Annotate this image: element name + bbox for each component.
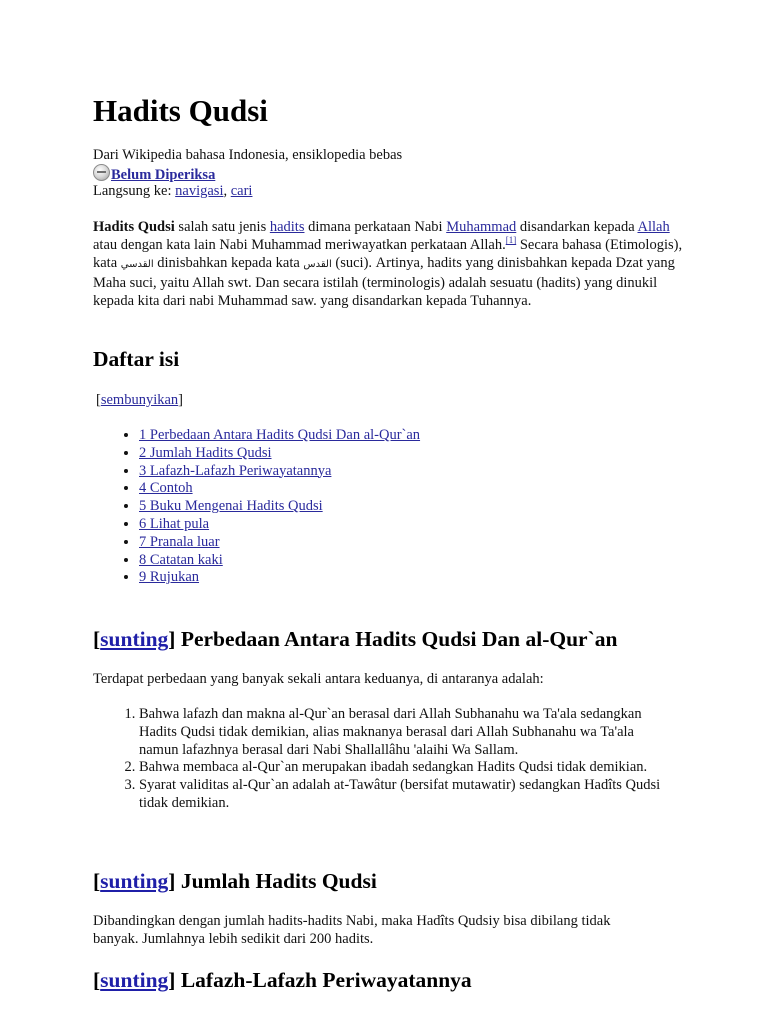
toc-link[interactable]: 1 Perbedaan Antara Hadits Qudsi Dan al-Qur`an <box>139 427 421 443</box>
site-subtitle: Dari Wikipedia bahasa Indonesia, ensiklopedia bebas <box>93 147 403 163</box>
intro-text: dinisbahkan kepada kata <box>153 255 304 271</box>
section-title: Perbedaan Antara Hadits Qudsi Dan al-Qur`an <box>180 627 618 651</box>
jump-prefix: Langsung ke: <box>93 183 176 199</box>
toc-hide-link[interactable]: sembunyikan <box>100 392 179 408</box>
intro-text: (suci). Artinya, hadits yang dinisbahkan kepada Dzat yang Maha suci, yaitu Allah swt. Dan secara istilah (terminologis) adalah sesuatu (hadits) yang dinukil kepada kita dari nabi Muhammad saw. yang disandarkan kepada Tuhannya. <box>93 255 675 309</box>
toc-list <box>93 427 420 587</box>
bracket: [ <box>96 392 101 408</box>
intro-paragraph <box>93 218 683 310</box>
toc-link[interactable]: 7 Pranala luar <box>139 533 220 550</box>
section-text: Terdapat perbedaan yang banyak sekali antara keduanya, di antaranya adalah: <box>93 671 544 687</box>
toc-item <box>139 427 420 445</box>
list-item: 1. Bahwa lafazh dan makna al-Qur`an berasal dari Allah Subhanahu wa Ta'ala sedangkan Hadits Qudsi tidak demikian, alias maknanya berasal dari Allah Subhanahu wa Ta'ala namun lafazhnya berasal dari Nabi Shallallâhu 'alaihi Wa Sallam. <box>139 706 669 759</box>
footnote-link[interactable]: [1] <box>505 235 517 246</box>
toc-item <box>139 463 420 481</box>
toc-item <box>139 552 420 570</box>
edit-section-link[interactable]: sunting <box>100 869 169 893</box>
intro-text: Secara bahasa (Etimologis), kata <box>93 237 683 271</box>
section-title: Lafazh-Lafazh Periwayatannya <box>180 968 472 992</box>
link-muhammad[interactable]: Muhammad <box>446 219 517 235</box>
toc-item <box>139 534 420 552</box>
arabic-word: القدسي <box>120 259 154 270</box>
section-heading: [sunting] Jumlah Hadits Qudsi <box>93 869 377 893</box>
section-title: Jumlah Hadits Qudsi <box>180 869 377 893</box>
toc-link[interactable]: 9 Rujukan <box>139 569 200 586</box>
bracket: ] <box>178 392 184 408</box>
list-item: 3. Syarat validitas al-Qur`an adalah at-Tawâtur (bersifat mutawatir) sedangkan Hadîts Qudsi tidak demikian. <box>139 777 669 813</box>
toc-link[interactable]: 5 Buku Mengenai Hadits Qudsi <box>139 498 323 515</box>
toc-title: Daftar isi <box>93 347 180 371</box>
toc-link[interactable]: 8 Catatan kaki <box>139 551 223 568</box>
jump-separator: , <box>223 183 231 199</box>
arabic-word: القدس <box>303 259 332 270</box>
toc-item <box>139 569 420 587</box>
review-status-link[interactable]: Belum Diperiksa <box>111 167 216 183</box>
toc-item <box>139 498 420 516</box>
toc-toggle <box>96 391 183 409</box>
page-title: Hadits Qudsi <box>93 93 268 128</box>
intro-text: disandarkan kepada <box>516 219 638 235</box>
toc-item <box>139 445 420 463</box>
edit-section-link[interactable]: sunting <box>100 968 169 992</box>
toc-item <box>139 480 420 498</box>
difference-list <box>93 706 669 813</box>
section-heading: [sunting] Lafazh-Lafazh Periwayatannya <box>93 968 472 992</box>
jump-navigation-link[interactable]: navigasi <box>175 183 224 199</box>
jump-search-link[interactable]: cari <box>230 183 253 199</box>
toc-link[interactable]: 4 Contoh <box>139 480 193 497</box>
section-heading: [sunting] Perbedaan Antara Hadits Qudsi Dan al-Qur`an <box>93 627 618 651</box>
link-hadits[interactable]: hadits <box>269 219 305 235</box>
unreviewed-icon <box>93 164 110 181</box>
intro-term: Hadits Qudsi <box>93 219 175 235</box>
list-item: 2. Bahwa membaca al-Qur`an merupakan ibadah sedangkan Hadits Qudsi tidak demikian. <box>139 759 669 777</box>
toc-link[interactable]: 3 Lafazh-Lafazh Periwayatannya <box>139 462 332 479</box>
edit-section-link[interactable]: sunting <box>100 627 169 651</box>
review-status <box>93 164 215 184</box>
link-allah[interactable]: Allah <box>637 219 670 235</box>
toc-link[interactable]: 2 Jumlah Hadits Qudsi <box>139 444 272 461</box>
intro-text: salah satu jenis <box>174 219 270 235</box>
jump-to <box>93 182 252 200</box>
section-text: Dibandingkan dengan jumlah hadits-hadits Nabi, maka Hadîts Qudsiy bisa dibilang tidak banyak. Jumlahnya lebih sedikit dari 200 hadits. <box>93 913 611 947</box>
intro-text: atau dengan kata lain Nabi Muhammad meriwayatkan perkataan Allah. <box>93 237 506 253</box>
toc-link[interactable]: 6 Lihat pula <box>139 515 210 532</box>
intro-text: dimana perkataan Nabi <box>304 219 447 235</box>
toc-item <box>139 516 420 534</box>
